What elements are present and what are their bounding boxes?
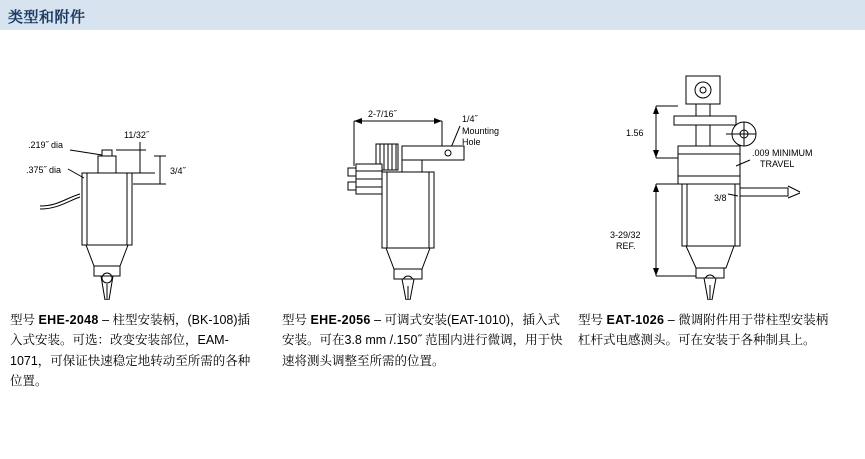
section-header-bar <box>0 0 865 30</box>
dimension-label-3-29-32: 3-29/32 <box>610 230 641 240</box>
page-title: 类型和附件 <box>8 9 86 26</box>
dimension-label-1-56: 1.56 <box>626 128 644 138</box>
dimension-label-11-32: 11/32˝ <box>124 130 149 140</box>
caption-dash: – <box>102 313 110 327</box>
caption-text: 微调附件用于带柱型安装柄杠杆式电感测头。可在安装于各种制具上。 <box>578 313 829 348</box>
caption-model-number: EAT-1026 <box>606 313 665 327</box>
dimension-label-2-7-16: 2-7/16˝ <box>368 109 397 119</box>
dimension-label-1-4: 1/4˝ <box>462 114 478 124</box>
figure-column-ehe-2048 <box>10 30 282 459</box>
dimension-label-009-minimum: .009 MINIMUM <box>752 148 813 158</box>
probe-eat-1026-diagram <box>578 38 858 300</box>
dimension-label-hole: Hole <box>462 137 481 147</box>
caption-model-prefix: 型号 <box>10 313 36 327</box>
dimension-label-219-dia: .219˝ dia <box>28 140 64 150</box>
dimension-label-mounting: Mounting <box>462 126 500 136</box>
caption-model-number: EHE-2056 <box>310 313 371 327</box>
caption-dash: – <box>374 313 382 327</box>
dimension-label-ref: REF. <box>616 241 636 251</box>
caption-dash: – <box>667 313 675 327</box>
probe-ehe-2056-diagram <box>282 38 572 300</box>
caption-ehe-2048 <box>10 310 255 391</box>
dimension-label-3-8: 3/8 <box>714 193 727 203</box>
probe-ehe-2048-diagram <box>10 38 282 300</box>
caption-model-prefix: 型号 <box>578 313 604 327</box>
caption-model-number: EHE-2048 <box>38 313 99 327</box>
dimension-label-travel: TRAVEL <box>760 159 795 169</box>
figure-columns <box>0 30 865 459</box>
caption-text: 可调式安装(EAT-1010)，插入式安装。可在3.8 mm /.150˝ 范围内进行微调，用于快速将测头调整至所需的位置。 <box>282 313 563 368</box>
caption-model-prefix: 型号 <box>282 313 308 327</box>
caption-text: 柱型安装柄，(BK-108)插入式安装。可选：改变安装部位，EAM-1071，可保证快速稳定地转动至所需的各种位置。 <box>10 313 251 388</box>
dimension-label-3-4: 3/4˝ <box>170 166 186 176</box>
figure-column-ehe-2056 <box>282 30 572 459</box>
figure-column-eat-1026 <box>578 30 858 459</box>
dimension-label-375-dia: .375˝ dia <box>26 165 62 175</box>
caption-ehe-2056 <box>282 310 564 371</box>
caption-eat-1026 <box>578 310 836 351</box>
